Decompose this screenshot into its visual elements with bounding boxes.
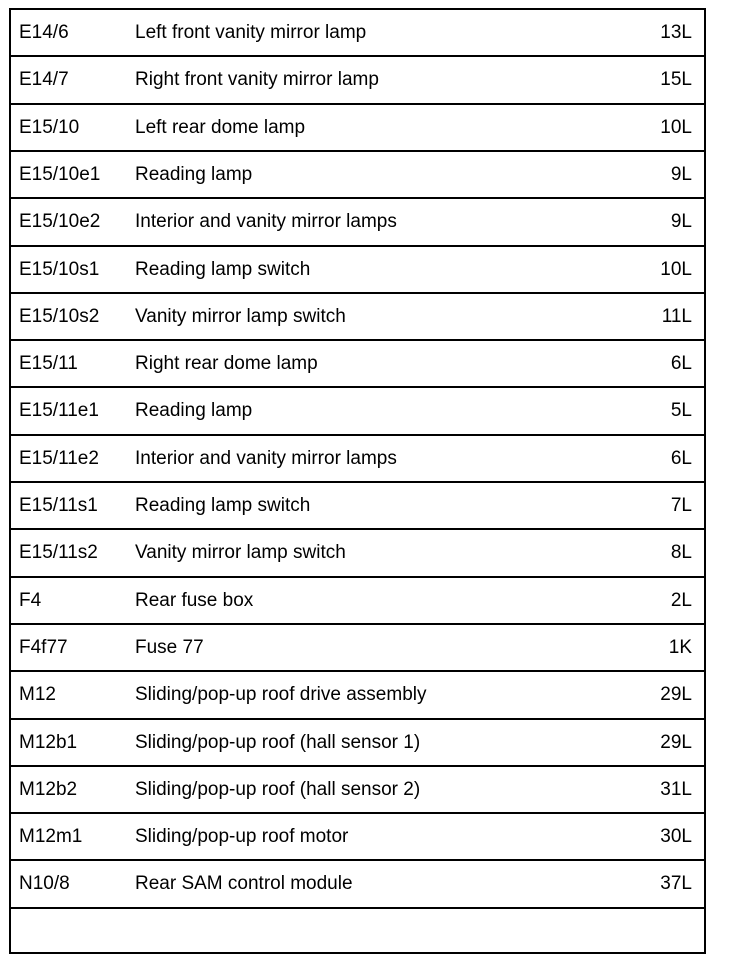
component-description: Vanity mirror lamp switch [135, 306, 346, 327]
table-row [11, 10, 704, 57]
table-row [11, 578, 704, 625]
component-description: Interior and vanity mirror lamps [135, 211, 397, 232]
grid-reference: 6L [670, 353, 692, 374]
grid-reference: 9L [670, 164, 692, 185]
grid-reference: 11L [661, 306, 692, 327]
component-description: Sliding/pop-up roof (hall sensor 2) [135, 779, 421, 800]
table-row [11, 720, 704, 767]
component-code: M12b1 [19, 732, 78, 753]
component-code: E14/6 [19, 22, 69, 43]
table-row [11, 483, 704, 530]
component-description: Fuse 77 [135, 637, 204, 658]
grid-reference: 10L [660, 259, 692, 280]
component-description: Right rear dome lamp [135, 353, 318, 374]
grid-reference: 9L [670, 211, 692, 232]
component-code: M12m1 [19, 826, 83, 847]
grid-reference: 10L [660, 117, 692, 138]
table-row [11, 861, 704, 909]
component-code: E15/11s1 [19, 495, 98, 516]
table-row [11, 105, 704, 152]
table-row [11, 530, 704, 578]
component-description: Interior and vanity mirror lamps [135, 448, 397, 469]
grid-reference: 8L [670, 542, 692, 563]
component-description: Left rear dome lamp [135, 117, 306, 138]
grid-reference: 15L [660, 69, 692, 90]
grid-reference: 29L [660, 684, 692, 705]
component-description: Right front vanity mirror lamp [135, 69, 379, 90]
component-code: E15/11e2 [19, 448, 99, 469]
table-row [11, 625, 704, 672]
grid-reference: 29L [660, 732, 692, 753]
component-code: E15/10e1 [19, 164, 101, 185]
table-row [11, 247, 704, 294]
component-description: Reading lamp switch [135, 259, 311, 280]
table-row [11, 341, 704, 388]
grid-reference: 6L [670, 448, 692, 469]
component-description: Reading lamp [135, 400, 253, 421]
table-row [11, 388, 704, 436]
table-row [11, 152, 704, 199]
grid-reference: 31L [660, 779, 692, 800]
component-code: E15/11 [19, 353, 78, 374]
grid-reference: 37L [660, 873, 692, 894]
component-description: Left front vanity mirror lamp [135, 22, 367, 43]
table-row [11, 767, 704, 814]
table-row [11, 436, 704, 483]
grid-reference: 5L [670, 400, 692, 421]
grid-reference: 2L [670, 590, 692, 611]
component-description: Rear fuse box [135, 590, 254, 611]
component-description: Reading lamp [135, 164, 253, 185]
component-code: F4f77 [19, 637, 68, 658]
empty-table-row [11, 909, 704, 957]
table-row [11, 199, 704, 247]
component-description: Sliding/pop-up roof drive assembly [135, 684, 427, 705]
component-code: E15/11e1 [19, 400, 99, 421]
component-code: M12b2 [19, 779, 78, 800]
component-description: Vanity mirror lamp switch [135, 542, 346, 563]
component-code: E15/10e2 [19, 211, 101, 232]
component-description: Sliding/pop-up roof motor [135, 826, 349, 847]
grid-reference: 30L [660, 826, 692, 847]
table-row [11, 814, 704, 861]
table-row [11, 672, 704, 720]
component-code: E14/7 [19, 69, 69, 90]
component-code: E15/10s2 [19, 306, 100, 327]
component-code: M12 [19, 684, 56, 705]
grid-reference: 1K [668, 637, 692, 658]
component-description: Sliding/pop-up roof (hall sensor 1) [135, 732, 421, 753]
component-code: E15/10 [19, 117, 80, 138]
table-row [11, 57, 704, 105]
component-code: E15/10s1 [19, 259, 100, 280]
component-code: E15/11s2 [19, 542, 98, 563]
grid-reference: 7L [670, 495, 692, 516]
table-row [11, 294, 704, 341]
component-code: F4 [19, 590, 42, 611]
component-description: Rear SAM control module [135, 873, 353, 894]
component-description: Reading lamp switch [135, 495, 311, 516]
component-code: N10/8 [19, 873, 70, 894]
component-table [9, 8, 706, 954]
grid-reference: 13L [660, 22, 692, 43]
